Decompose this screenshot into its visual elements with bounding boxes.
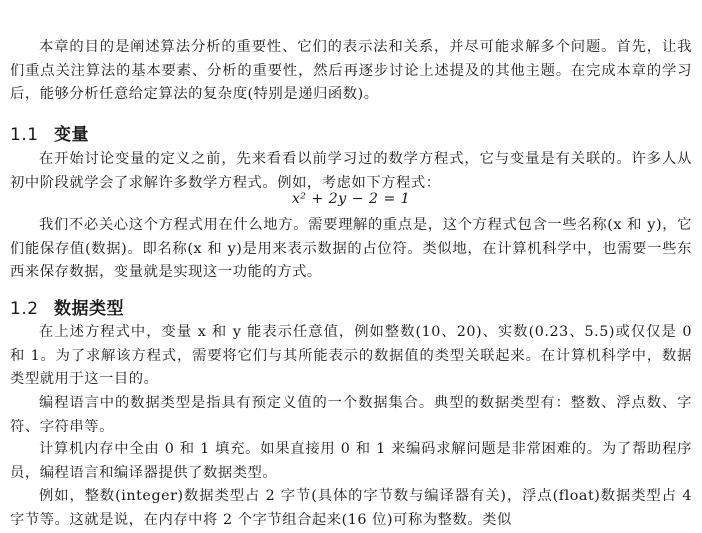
variables-paragraph-2: 我们不必关心这个方程式用在什么地方。需要理解的重点是，这个方程式包含一些名称(x 和 y)，它们能保存值(数据)。即名称(x 和 y)是用来表示数据的占位符。类似地，在计算机科学中，也需要一些东西来保存数据，变量就是实现这一功能的方式。 — [10, 217, 692, 281]
section-title: 数据类型 — [54, 299, 124, 319]
datatypes-paragraph-3: 计算机内存中全由 0 和 1 填充。如果直接用 0 和 1 来编码求解问题是非常困难的。为了帮助程序员，编程语言和编译器提供了数据类型。 — [10, 441, 692, 481]
section-number: 1.2 — [10, 299, 39, 319]
intro-paragraph: 本章的目的是阐述算法分析的重要性、它们的表示法和关系，并尽可能求解多个问题。首先，让我们重点关注算法的基本要素、分析的重要性，然后再逐步讨论上述提及的其他主题。在完成本章的学习后，能够分析任意给定算法的复杂度(特别是递归函数)。 — [10, 39, 692, 103]
section-1-2-heading — [10, 294, 124, 319]
equation: x² + 2y − 2 = 1 — [291, 191, 411, 207]
variables-paragraph-1: 在开始讨论变量的定义之前，先来看看以前学习过的数学方程式，它与变量是有关联的。许多人从初中阶段就学会了求解许多数学方程式。例如，考虑如下方程式： — [10, 151, 692, 191]
section-1-1-heading — [10, 120, 89, 145]
datatypes-paragraph-1: 在上述方程式中，变量 x 和 y 能表示任意值，例如整数(10、20)、实数(0.23、5.5)或仅仅是 0 和 1。为了求解该方程式，需要将它们与其所能表示的数据值的类型关联起来。在计算机科学中，数据类型就用于这一目的。 — [10, 324, 692, 388]
section-number: 1.1 — [10, 125, 39, 145]
section-title: 变量 — [54, 125, 89, 145]
datatypes-paragraph-4: 例如，整数(integer)数据类型占 2 字节(具体的字节数与编译器有关)，浮点(float)数据类型占 4 字节等。这就是说，在内存中将 2 个字节组合起来(16 位)可称为整数。类似 — [10, 488, 692, 528]
datatypes-paragraph-2: 编程语言中的数据类型是指具有预定义值的一个数据集合。典型的数据类型有：整数、浮点数、字符、字符串等。 — [10, 395, 692, 435]
